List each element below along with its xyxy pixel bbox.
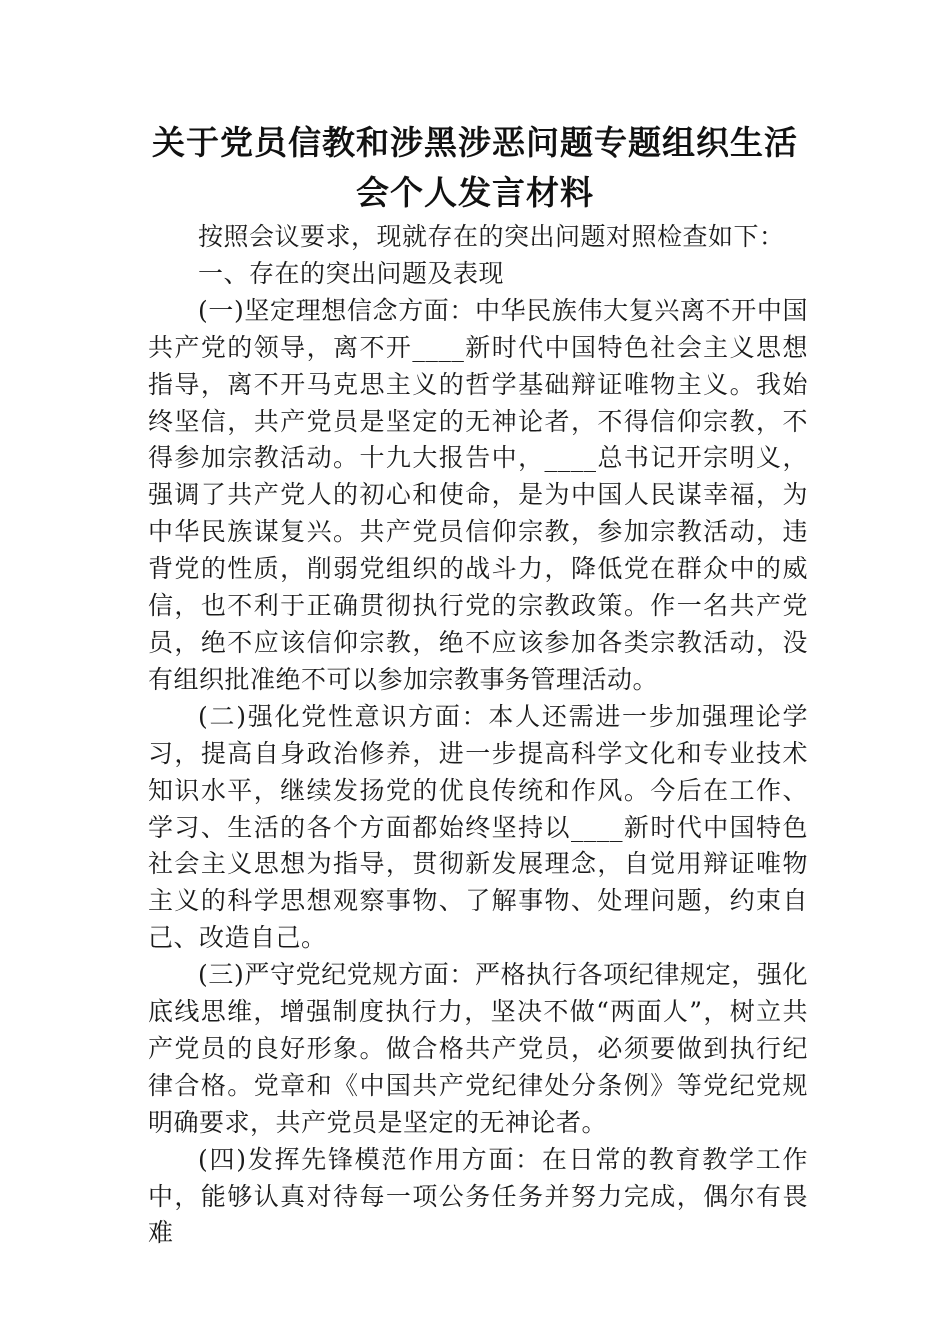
paragraph-discipline: (三)严守党纪党规方面：严格执行各项纪律规定，强化底线思维，增强制度执行力，坚决不做“两面人”，树立共产党员的良好形象。做合格共产党员，必须要做到执行纪律合格。党章和《中国共产党纪律处分条例》等党纪党规明确要求，共产党员是坚定的无神论者。 bbox=[148, 960, 808, 1137]
document-body bbox=[148, 219, 808, 1252]
intro-paragraph: 按照会议要求，现就存在的突出问题对照检查如下： bbox=[198, 222, 785, 251]
section-heading: 一、存在的突出问题及表现 bbox=[198, 258, 505, 288]
title-line-1: 关于党员信教和涉黑涉恶问题专题组织生活 bbox=[152, 123, 798, 162]
document-title bbox=[140, 118, 810, 218]
title-line-2: 会个人发言材料 bbox=[356, 173, 594, 212]
paragraph-vanguard: (四)发挥先锋模范作用方面：在日常的教育教学工作中，能够认真对待每一项公务任务并努力完成，偶尔有畏难 bbox=[148, 1144, 808, 1248]
paragraph-ideals: (一)坚定理想信念方面：中华民族伟大复兴离不开中国共产党的领导，离不开____新时代中国特色社会主义思想指导，离不开马克思主义的哲学基础辩证唯物主义。我始终坚信，共产党员是坚定的无神论者，不得信仰宗教，不得参加宗教活动。十九大报告中，____总书记开宗明义，强调了共产党人的初心和使命，是为中国人民谋幸福，为中华民族谋复兴。共产党员信仰宗教，参加宗教活动，违背党的性质，削弱党组织的战斗力，降低党在群众中的威信，也不利于正确贯彻执行党的宗教政策。作一名共产党员，绝不应该信仰宗教，绝不应该参加各类宗教活动，没有组织批准绝不可以参加宗教事务管理活动。 bbox=[148, 295, 808, 694]
paragraph-party-awareness: (二)强化党性意识方面：本人还需进一步加强理论学习，提高自身政治修养，进一步提高科学文化和专业技术知识水平，继续发扬党的优良传统和作风。今后在工作、学习、生活的各个方面都始终坚持以____新时代中国特色社会主义思想为指导，贯彻新发展理念，自觉用辩证唯物主义的科学思想观察事物、了解事物、处理问题，约束自己、改造自己。 bbox=[148, 701, 808, 953]
